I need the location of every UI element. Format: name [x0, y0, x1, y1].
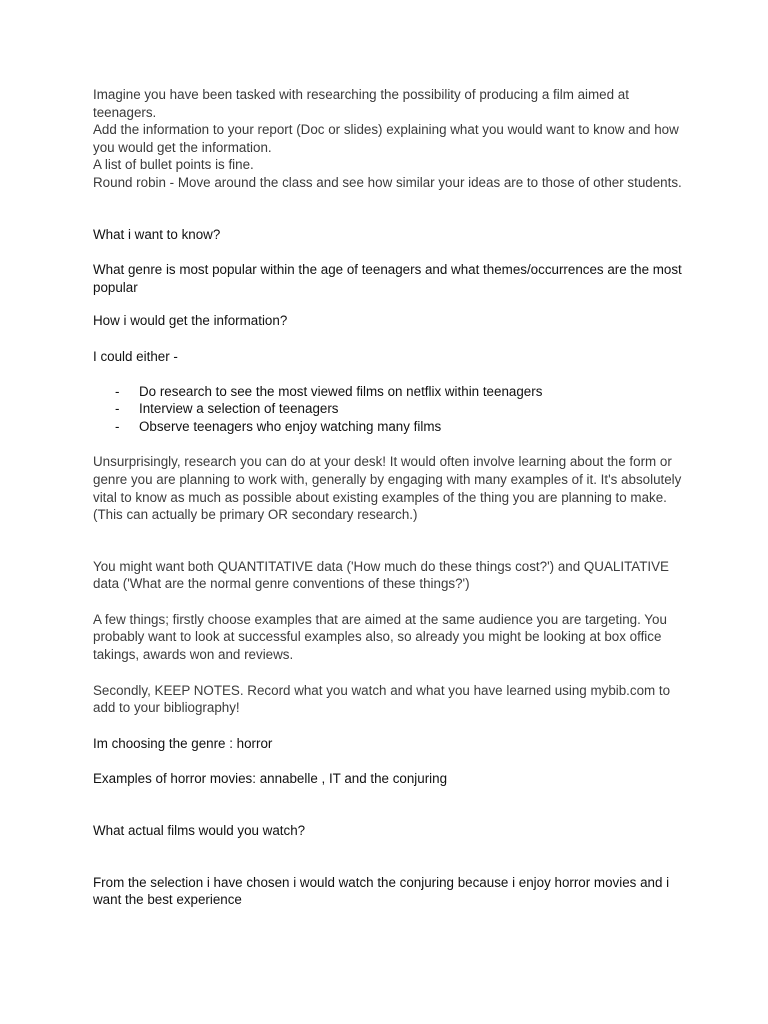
document-page [93, 86, 683, 909]
task-line-2: Add the information to your report (Doc or slides) explaining what you would want to know and how you would get the information. [93, 122, 679, 155]
task-instructions [93, 86, 683, 192]
answer-intro: I could either - [93, 348, 178, 364]
task-line-3: A list of bullet points is fine. [93, 157, 254, 173]
guidance-paragraph-desk-research: Unsurprisingly, research you can do at your desk! It would often involve learning about the form or genre you are planning to work with, generally by engaging with many examples of it. It's absolutely vital to know as much as possible about existing examples of the thing you are planning to make. (This can actually be primary OR secondary research.) [93, 454, 682, 523]
list-item-text: Observe teenagers who enjoy watching many films [139, 418, 442, 434]
list-item-text: Do research to see the most viewed films on netflix within teenagers [139, 383, 543, 399]
bullet-dash: - [115, 401, 120, 417]
task-line-4: Round robin - Move around the class and see how similar your ideas are to those of other students. [93, 174, 682, 190]
answer-what-to-know: What genre is most popular within the age of teenagers and what themes/occurrences are the most popular [93, 262, 682, 295]
question-how-to-get-info: How i would get the information? [93, 313, 288, 329]
task-line-1: Imagine you have been tasked with researching the possibility of producing a film aimed at teenagers. [93, 87, 629, 120]
list-item [115, 418, 683, 436]
list-item-text: Interview a selection of teenagers [139, 401, 339, 417]
list-item [115, 383, 683, 401]
guidance-paragraph-notes: Secondly, KEEP NOTES. Record what you watch and what you have learned using mybib.com to add to your bibliography! [93, 682, 671, 716]
bullet-dash: - [115, 383, 120, 399]
genre-choice: Im choosing the genre : horror [93, 735, 273, 751]
guidance-paragraph-examples: A few things; firstly choose examples that are aimed at the same audience you are targeting. You probably want to look at successful examples also, so already you might be looking at box office takings, awards won and reviews. [93, 611, 667, 663]
question-what-to-know: What i want to know? [93, 226, 221, 242]
list-item [115, 400, 683, 418]
bullet-dash: - [115, 418, 120, 434]
research-methods-list [93, 383, 683, 436]
genre-examples: Examples of horror movies: annabelle , IT and the conjuring [93, 771, 448, 787]
answer-films-to-watch: From the selection i have chosen i would watch the conjuring because i enjoy horror movies and i want the best experience [93, 874, 670, 908]
guidance-paragraph-data-types: You might want both QUANTITATIVE data ('How much do these things cost?') and QUALITATIVE data ('What are the normal genre conventions of these things?') [93, 558, 669, 592]
question-films-to-watch: What actual films would you watch? [93, 823, 306, 839]
